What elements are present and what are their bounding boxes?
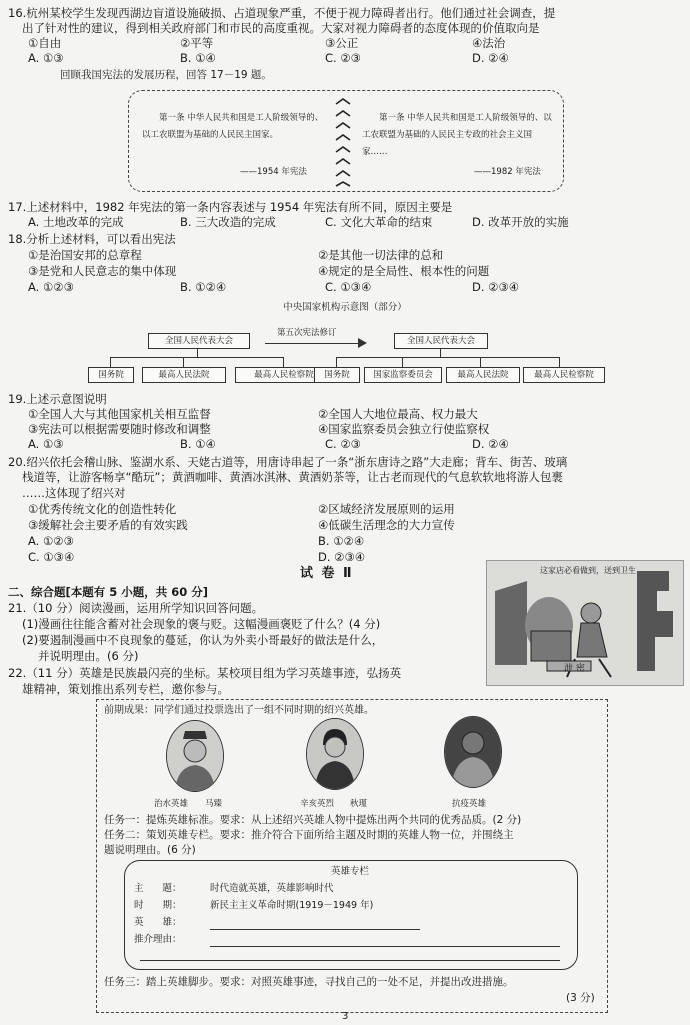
reason-answer-line[interactable] [210, 946, 560, 947]
org-connector [336, 357, 560, 358]
q17-option-b: B. 三大改造的完成 [180, 215, 276, 229]
org-right-state-council: 国务院 [314, 367, 360, 383]
org-connector [336, 357, 337, 367]
hero-portrait-anti-epidemic [444, 716, 502, 788]
q19-item: ②全国人大地位最高、权力最大 [318, 407, 478, 421]
constitution-1982-text: 第一条 中华人民共和国是工人阶级领导的、以工农联盟为基础的人民民主专政的社会主义国家…… [362, 113, 552, 157]
hero-column-hero-label: 英 雄： [134, 917, 182, 928]
q18-item: ①是治国安邦的总章程 [28, 248, 142, 262]
q22-stem-line2: 雄精神，策划推出系列专栏，邀你参与。 [22, 682, 229, 696]
q22-stem-line1: 22.（11 分）英雄是民族最闪亮的坐标。某校项目组为学习英雄事迹，弘扬英 [8, 666, 402, 680]
hero-name: 秋瑾 [350, 799, 368, 809]
constitution-1954-source: ——1954 年宪法 [240, 167, 307, 177]
q20-item: ②区域经济发展原则的运用 [318, 502, 455, 516]
q19-stem: 19.上述示意图说明 [8, 392, 107, 406]
q16-stem-line2: 出了针对性的建议，得到相关政府部门和市民的高度重视。大家对视力障碍者的态度体现的价值取向是 [22, 21, 540, 35]
q16-option-a: A. ①③ [28, 51, 64, 65]
q20-option-b: B. ①②④ [318, 534, 365, 548]
paper-2-title: 试 卷 Ⅱ [300, 566, 354, 581]
cartoon-title: 泄 密 [564, 664, 585, 674]
hero-column-period: 新民主主义革命时期(1919－1949 年) [210, 900, 374, 911]
q16-item: ③公正 [325, 36, 359, 50]
q21-stem: 21.（10 分）阅读漫画，运用所学知识回答问题。 [8, 601, 264, 615]
reason-answer-line[interactable] [140, 960, 560, 961]
q20-option-d: D. ②③④ [318, 550, 366, 564]
q18-option-b: B. ①②④ [180, 280, 227, 294]
hero-label: 抗疫英雄 [452, 799, 487, 809]
org-left-supreme-court: 最高人民法院 [142, 367, 226, 383]
q22-task3: 任务三：踏上英雄脚步。要求：对照英雄事迹，寻找自己的一处不足，并提出改进措施。 [104, 976, 514, 988]
hero-label: 治水英雄 [154, 799, 189, 809]
org-left-state-council: 国务院 [88, 367, 134, 383]
q22-task1: 任务一：提炼英雄标准。要求：从上述绍兴英雄人物中提炼出两个共同的优秀品质。(2 分) [104, 814, 522, 826]
q22-task3-score: (3 分) [566, 992, 595, 1004]
hero-column-theme-label: 主 题： [134, 883, 182, 894]
hero-answer-line[interactable] [210, 929, 420, 930]
q20-stem-line2: 栈道等，让游客畅享“酷玩”；黄酒咖啡、黄酒冰淇淋、黄酒奶茶等，让古老而现代的气息软软地将游人包裹 [22, 470, 563, 484]
org-connector [110, 357, 284, 358]
q18-item: ④规定的是全局性、根本性的问题 [318, 264, 490, 278]
q17-option-d: D. 改革开放的实施 [472, 215, 569, 229]
scroll-divider-decoration [334, 96, 352, 188]
q20-option-a: A. ①②③ [28, 534, 74, 548]
q19-option-a: A. ①③ [28, 437, 64, 451]
q16-item: ④法治 [472, 36, 506, 50]
org-npc-before: 全国人民代表大会 [148, 333, 250, 349]
q20-item: ③缓解社会主要矛盾的有效实践 [28, 518, 188, 532]
q22-task2-line2: 题说明理由。(6 分) [104, 844, 196, 856]
q19-item: ④国家监察委员会独立行使监察权 [318, 422, 490, 436]
section-2-heading: 二、综合题[本题有 5 小题，共 60 分] [8, 585, 209, 599]
q17-stem: 17.上述材料中，1982 年宪法的第一条内容表述与 1954 年宪法有所不同，原因主要是 [8, 200, 453, 214]
hero-column-period-label: 时 期： [134, 900, 182, 911]
q17-option-c: C. 文化大革命的结束 [325, 215, 433, 229]
q19-option-d: D. ②④ [472, 437, 509, 451]
intro-17-19: 回顾我国宪法的发展历程，回答 17－19 题。 [60, 69, 272, 81]
constitution-1954-text: 第一条 中华人民共和国是工人阶级领导的、以工农联盟为基础的人民民主国家。 [142, 113, 324, 140]
hero-column-theme: 时代造就英雄，英雄影响时代 [210, 883, 334, 894]
q18-stem: 18.分析上述材料，可以看出宪法 [8, 232, 176, 246]
q19-option-c: C. ②③ [325, 437, 361, 451]
org-connector [480, 357, 481, 367]
q20-stem-line3: ……这体现了绍兴对 [22, 486, 126, 500]
q22-task2-line1: 任务二：策划英雄专栏。要求：推介符合下面所给主题及时期的英雄人物一位，并围绕主 [104, 829, 514, 841]
q16-option-b: B. ①④ [180, 51, 216, 65]
org-connector [283, 357, 284, 367]
q20-option-c: C. ①③④ [28, 550, 75, 564]
q19-option-b: B. ①④ [180, 437, 216, 451]
q18-option-a: A. ①②③ [28, 280, 74, 294]
q20-item: ④低碳生活理念的大力宣传 [318, 518, 455, 532]
hero-column-title: 英雄专栏 [330, 866, 369, 877]
q21-sub1: (1)漫画往往能含蓄对社会现象的褒与贬。这幅漫画褒贬了什么？(4 分) [22, 617, 381, 631]
hero-name: 马臻 [205, 799, 223, 809]
q20-item: ①优秀传统文化的创造性转化 [28, 502, 177, 516]
hero-label: 辛亥英烈 [300, 799, 335, 809]
q21-sub2b: 并说明理由。(6 分) [38, 649, 139, 663]
q16-stem-line1: 16.杭州某校学生发现西湖边盲道设施破损、占道现象严重，不便于视力障碍者出行。他们通过社会调查，提 [8, 6, 556, 20]
org-connector [440, 348, 441, 357]
q16-item: ①自由 [28, 36, 62, 50]
org-connector [183, 357, 184, 367]
q20-stem-line1: 20.绍兴依托会稽山脉、鉴湖水系、天姥古道等，用唐诗串起了一条“浙东唐诗之路”大走廊；背车、街苦、玻璃 [8, 455, 568, 469]
amendment-arrow-line [265, 343, 363, 344]
q18-option-d: D. ②③④ [472, 280, 520, 294]
q19-item: ③宪法可以根据需要随时修改和调整 [28, 422, 211, 436]
q16-option-c: C. ②③ [325, 51, 361, 65]
q16-option-d: D. ②④ [472, 51, 509, 65]
org-right-procuratorate: 最高人民检察院 [523, 367, 605, 383]
org-connector [559, 357, 560, 367]
hero-column-reason-label: 推介理由： [134, 934, 182, 945]
org-left-procuratorate: 最高人民检察院 [235, 367, 333, 383]
org-npc-after: 全国人民代表大会 [394, 333, 488, 349]
org-connector [110, 357, 111, 367]
q18-option-c: C. ①③④ [325, 280, 372, 294]
q16-item: ②平等 [180, 36, 214, 50]
amendment-arrow-head-icon [358, 338, 367, 348]
q19-item: ①全国人大与其他国家机关相互监督 [28, 407, 211, 421]
orgchart-title: 中央国家机构示意图（部分） [283, 302, 407, 313]
q17-option-a: A. 土地改革的完成 [28, 215, 124, 229]
org-right-supervision-commission: 国家监察委员会 [364, 367, 442, 383]
hero-portrait-qiu-jin [306, 718, 364, 790]
q18-item: ②是其他一切法律的总和 [318, 248, 444, 262]
cartoon-image [486, 560, 684, 686]
q18-item: ③是党和人民意志的集中体现 [28, 264, 177, 278]
q21-sub2: (2)要遏制漫画中不良现象的蔓延，你认为外卖小哥最好的做法是什么， [22, 633, 384, 647]
org-right-supreme-court: 最高人民法院 [446, 367, 520, 383]
org-connector [197, 348, 198, 357]
amendment-arrow-label: 第五次宪法修订 [277, 328, 337, 338]
constitution-1982-source: ——1982 年宪法 [474, 167, 541, 177]
page-number: 3 [342, 1011, 349, 1022]
q22-intro: 前期成果：同学们通过投票选出了一组不同时期的绍兴英雄。 [104, 705, 374, 716]
hero-portrait-ma-zhen [166, 720, 224, 792]
cartoon-caption: 这家店必看做到，送到卫生 [540, 566, 636, 575]
org-connector [402, 357, 403, 367]
